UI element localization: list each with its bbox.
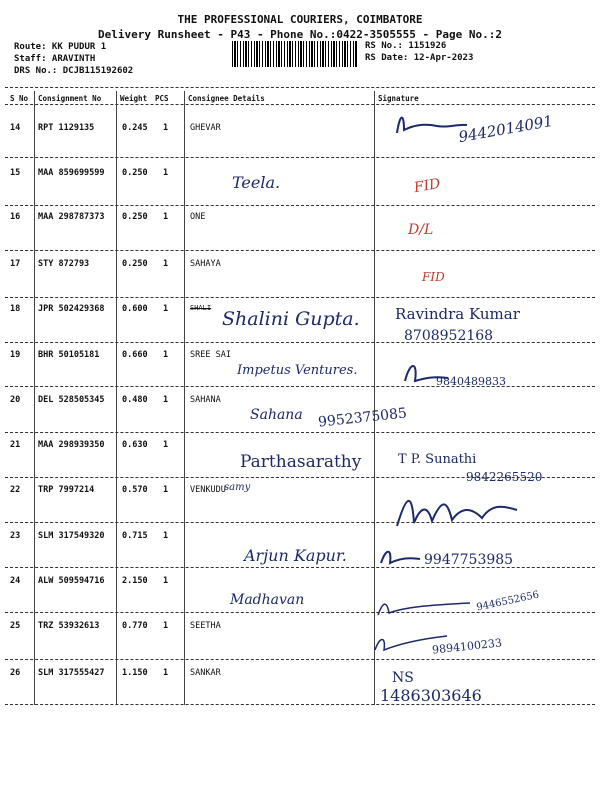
handwritten-phone: 9947753985 — [424, 552, 514, 568]
row-consignment: TRP 7997214 — [38, 485, 95, 495]
handwritten-name: Madhavan — [230, 592, 305, 608]
row-weight: 0.600 — [122, 304, 148, 314]
handwritten-phone: 8708952168 — [404, 328, 494, 344]
row-pcs: 1 — [163, 168, 169, 178]
company-title: THE PROFESSIONAL COURIERS, COIMBATORE — [177, 13, 423, 26]
row-weight: 0.570 — [122, 485, 148, 495]
handwritten-phone: 9840489833 — [436, 375, 506, 388]
row-sno: 18 — [10, 304, 21, 314]
handwritten-phone: 1486303646 — [380, 686, 482, 705]
row-consignment: SLM 317555427 — [38, 668, 105, 678]
col-consignment: Consignment No — [38, 94, 102, 103]
row-divider — [5, 250, 595, 251]
row-weight: 0.770 — [122, 621, 148, 631]
row-divider — [5, 704, 595, 705]
row-weight: 0.250 — [122, 212, 148, 222]
row-weight: 0.630 — [122, 440, 148, 450]
row-pcs: 1 — [163, 668, 169, 678]
handwritten-phone: 9842265520 — [466, 470, 543, 484]
row-sno: 24 — [10, 576, 21, 586]
signature-scribble — [392, 488, 522, 530]
col-consignee: Consignee Details — [188, 94, 265, 103]
row-weight: 2.150 — [122, 576, 148, 586]
row-weight: 0.715 — [122, 531, 148, 541]
handwritten-mark: D/L — [408, 222, 434, 238]
row-consignee: SREE SAI — [190, 350, 231, 360]
rs-date: RS Date: 12-Apr-2023 — [365, 53, 474, 63]
staff-label: Staff: ARAVINTH — [14, 54, 96, 64]
row-divider — [5, 205, 595, 206]
row-sno: 16 — [10, 212, 21, 222]
column-header-divider — [5, 104, 595, 105]
row-divider — [5, 342, 595, 343]
row-sno: 17 — [10, 259, 21, 269]
col-weight: Weight — [120, 94, 148, 103]
handwritten-phone: 9894100233 — [431, 636, 503, 657]
row-consignee: SAHANA — [190, 395, 221, 405]
row-consignment: JPR 502429368 — [38, 304, 105, 314]
handwritten-name: Arjun Kapur. — [244, 546, 347, 565]
row-weight: 1.150 — [122, 668, 148, 678]
row-consignment: BHR 50105181 — [38, 350, 100, 360]
row-consignee: SHALI — [190, 304, 212, 312]
handwritten-name: Teela. — [232, 173, 281, 192]
row-pcs: 1 — [163, 485, 169, 495]
handwritten-phone: 9952375085 — [317, 405, 408, 431]
handwritten-signature: Ravindra Kumar — [395, 305, 520, 323]
row-divider — [5, 612, 595, 613]
row-sno: 26 — [10, 668, 21, 678]
handwritten-name: Sahana — [250, 407, 303, 423]
handwritten-name: Parthasarathy — [240, 452, 362, 472]
row-weight: 0.245 — [122, 123, 148, 133]
row-pcs: 1 — [163, 212, 169, 222]
handwritten-signature: T P. Sunathi — [398, 452, 477, 467]
row-pcs: 1 — [163, 304, 169, 314]
row-consignment: DEL 528505345 — [38, 395, 105, 405]
drs-number: DRS No.: DCJB115192602 — [14, 66, 134, 76]
table-row — [0, 212, 600, 258]
row-sno: 25 — [10, 621, 21, 631]
row-divider — [5, 297, 595, 298]
rs-number: RS No.: 1151926 — [365, 41, 447, 51]
barcode-image — [232, 41, 358, 67]
row-sno: 19 — [10, 350, 21, 360]
table-row — [0, 259, 600, 305]
handwritten-mark: FID — [422, 270, 445, 284]
route-label: Route: KK PUDUR 1 — [14, 42, 107, 52]
row-divider — [5, 659, 595, 660]
row-weight: 0.660 — [122, 350, 148, 360]
runsheet-subtitle: Delivery Runsheet - P43 - Phone No.:0422-3505555 - Page No.:2 — [98, 28, 502, 41]
col-sno: S No — [10, 94, 29, 103]
handwritten-name: Shalini Gupta. — [222, 308, 360, 330]
row-weight: 0.480 — [122, 395, 148, 405]
table-row — [0, 668, 600, 714]
header-divider — [5, 87, 595, 88]
col-signature: Signature — [378, 94, 419, 103]
table-row — [0, 621, 600, 667]
row-consignee: SANKAR — [190, 668, 221, 678]
row-consignment: TRZ 53932613 — [38, 621, 100, 631]
row-pcs: 1 — [163, 576, 169, 586]
row-pcs: 1 — [163, 440, 169, 450]
row-consignment: RPT 1129135 — [38, 123, 95, 133]
row-consignee: ONE — [190, 212, 206, 222]
signature-scribble — [378, 545, 422, 567]
table-row — [0, 168, 600, 214]
handwritten-name: Impetus Ventures. — [237, 363, 358, 378]
col-pcs: PCS — [155, 94, 169, 103]
row-consignment: ALW 509594716 — [38, 576, 105, 586]
row-pcs: 1 — [163, 621, 169, 631]
row-consignee: GHEVAR — [190, 123, 221, 133]
handwritten-phone: 9442014091 — [457, 111, 555, 147]
row-sno: 14 — [10, 123, 21, 133]
row-weight: 0.250 — [122, 259, 148, 269]
row-pcs: 1 — [163, 123, 169, 133]
row-consignee: VENKUDU — [190, 485, 226, 495]
row-consignee: SAHAYA — [190, 259, 221, 269]
handwritten-note: samy — [224, 482, 251, 493]
handwritten-signature: NS — [392, 670, 414, 686]
row-consignment: MAA 298939350 — [38, 440, 105, 450]
row-consignment: MAA 298787373 — [38, 212, 105, 222]
handwritten-mark: FID — [412, 175, 442, 197]
signature-scribble — [375, 595, 475, 619]
row-weight: 0.250 — [122, 168, 148, 178]
row-divider — [5, 432, 595, 433]
row-consignment: STY 872793 — [38, 259, 90, 269]
row-divider — [5, 386, 595, 387]
handwritten-phone: 9446552656 — [475, 589, 541, 614]
row-consignee: SEETHA — [190, 621, 221, 631]
row-pcs: 1 — [163, 395, 169, 405]
row-sno: 21 — [10, 440, 21, 450]
row-consignment: MAA 859699599 — [38, 168, 105, 178]
row-sno: 15 — [10, 168, 21, 178]
row-pcs: 1 — [163, 259, 169, 269]
row-sno: 20 — [10, 395, 21, 405]
row-pcs: 1 — [163, 350, 169, 360]
row-consignment: SLM 317549320 — [38, 531, 105, 541]
row-sno: 22 — [10, 485, 21, 495]
row-pcs: 1 — [163, 531, 169, 541]
row-sno: 23 — [10, 531, 21, 541]
row-divider — [5, 157, 595, 158]
